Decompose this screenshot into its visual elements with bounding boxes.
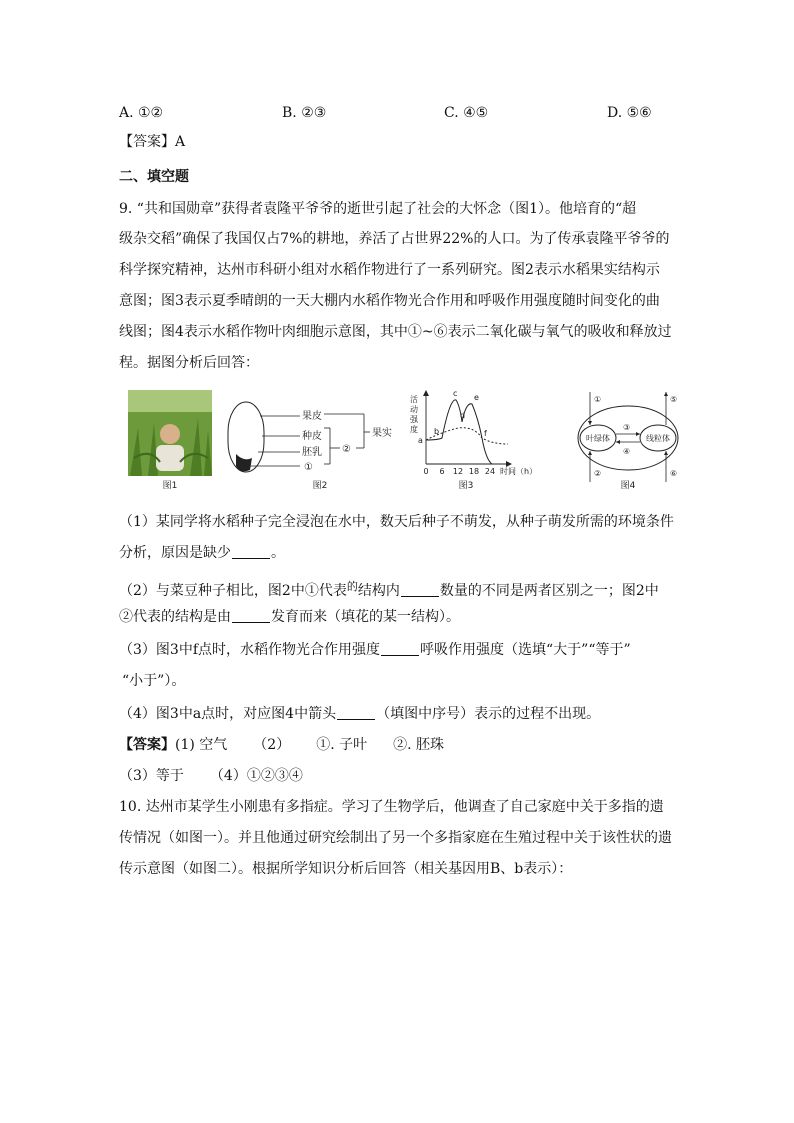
fig4-caption: 图4: [620, 481, 636, 491]
q9-stem-line-4: 意图；图3表示夏季晴朗的一天大棚内水稻作物光合作用和呼吸作用强度随时间变化的曲: [119, 293, 660, 309]
q9-sub2-text-e: 发育而来（填花的某一结构）。: [271, 609, 460, 625]
q9-answer-line-1: [119, 735, 444, 755]
q9-sub3-line-2: “小于”）。: [122, 673, 186, 689]
q9-sub2-line-2: [119, 607, 460, 627]
fig3-tick-18: 18: [468, 467, 480, 476]
q9-sub2-blank-1[interactable]: [401, 582, 439, 597]
q9-answer-4: （4）①②③④: [209, 768, 303, 784]
q9-sub2-line-1: [119, 577, 659, 601]
q9-sub1-line-1: （1）某同学将水稻种子完全浸泡在水中，数天后种子不萌发，从种子萌发所需的环境条件: [119, 514, 674, 530]
fig3-tick-12: 12: [452, 467, 464, 476]
q9-sub4-text-a: （4）图3中a点时，对应图4中箭头: [119, 706, 337, 722]
fig1-photo: [128, 390, 212, 476]
q9-sub2-text-b: 结构内: [357, 583, 400, 599]
fig4-label-n5: ⑤: [670, 395, 678, 404]
q9-stem-line-2: 级杂交稻”确保了我国仅占7%的耕地，养活了占世界22%的人口。为了传承袁隆平爷爷的: [119, 231, 670, 247]
q9-sub2-text-d: ②代表的结构是由: [119, 609, 231, 625]
fig3-ylabel-4: 度: [410, 425, 418, 434]
q10-stem-line-2: 传情况（如图一）。并且他通过研究绘制出了另一个多指家庭在生殖过程中关于该性状的遗: [119, 830, 672, 846]
fig3-point-c: c: [453, 389, 458, 398]
fig3-tick-0: 0: [423, 467, 429, 476]
q9-sub4-text-b: （填图中序号）表示的过程不出现。: [376, 706, 601, 722]
fig2-label-peiru: 胚乳: [302, 447, 322, 458]
q9-sub1-end: 。: [271, 545, 285, 561]
q10-stem-line-1: 10. 达州市某学生小刚患有多指症。学习了生物学后，他调查了自己家庭中关于多指的遗: [119, 799, 664, 815]
option-b: B. ②③: [282, 105, 327, 121]
fig2-diagram: [228, 402, 370, 472]
q9-answer-line-2: [119, 766, 303, 786]
fig3-caption: 图3: [458, 481, 474, 491]
fig4-mitochondria: 线粒体: [646, 434, 670, 443]
fig3-point-f: f: [484, 429, 487, 438]
fig4-label-n1: ①: [594, 395, 602, 404]
fig2-label-n2: ②: [342, 444, 351, 455]
fig3-tick-6: 6: [439, 467, 445, 476]
option-c: C. ④⑤: [444, 105, 489, 121]
q9-sub3-blank[interactable]: [381, 641, 419, 656]
q9-answer-2-a: ①. 子叶: [316, 737, 368, 753]
option-a: A. ①②: [119, 105, 164, 121]
fig4-label-n4: ④: [623, 447, 631, 456]
fig4-label-n3: ③: [623, 423, 631, 432]
q9-sub2-text-a: （2）与菜豆种子相比，图2中①代表: [119, 583, 347, 599]
fig4-chloroplast: 叶绿体: [586, 434, 610, 443]
fig3-point-d: d: [460, 411, 466, 420]
q9-sub4-line: [119, 704, 600, 724]
fig3-ylabel-2: 动: [410, 405, 418, 414]
q9-sub2-text-c: 数量的不同是两者区别之一；图2中: [439, 583, 659, 599]
q9-answer-tag: 【答案】: [119, 737, 175, 753]
q10-stem-line-3: 传示意图（如图二）。根据所学知识分析后回答（相关基因用B、b表示）：: [119, 861, 573, 877]
fig2-label-n1: ①: [304, 462, 313, 473]
q9-sub3-line-1: [119, 640, 631, 660]
q9-sub2-de: 的: [346, 580, 358, 593]
fig2-caption: 图2: [312, 481, 328, 491]
fig1-caption: 图1: [162, 481, 178, 491]
q9-sub3-text-b: 呼吸作用强度（选填“大于”“等于”: [420, 642, 631, 658]
fig3-ylabel-1: 活: [410, 395, 418, 404]
fig3-point-e: e: [474, 393, 479, 402]
q9-sub4-blank[interactable]: [337, 705, 375, 720]
q9-stem-line-6: 程。据图分析后回答：: [119, 355, 259, 371]
q9-stem-line-1: 9. “共和国勋章”获得者袁隆平爷爷的逝世引起了社会的大怀念（图1）。他培育的“超: [119, 201, 637, 217]
q9-sub1-line-2: [119, 543, 285, 563]
fig2-label-guoshi: 果实: [372, 428, 392, 439]
fig3-tick-24: 24: [484, 467, 496, 476]
q9-sub1-text: 分析，原因是缺少: [119, 545, 231, 561]
fig2-label-guopi: 果皮: [302, 411, 322, 422]
option-d: D. ⑤⑥: [607, 105, 652, 121]
q9-figures: [120, 388, 680, 494]
q9-sub3-text-a: （3）图3中f点时，水稻作物光合作用强度: [119, 642, 380, 658]
q9-answer-3: （3）等于: [119, 768, 184, 784]
fig4-label-n6: ⑥: [670, 469, 678, 478]
fig3-ylabel-3: 强: [410, 415, 418, 424]
previous-answer: 【答案】A: [119, 134, 186, 150]
fig2-label-zhongpi: 种皮: [302, 431, 322, 442]
fig3-xlabel: 时间（h）: [500, 467, 538, 476]
fig3-point-b: b: [434, 427, 440, 436]
q9-sub1-blank[interactable]: [232, 544, 270, 559]
q9-sub2-blank-2[interactable]: [232, 608, 270, 623]
fig3-point-a: a: [418, 436, 423, 445]
q9-answer-2-prefix: （2）: [253, 737, 291, 753]
fig4-label-n2: ②: [594, 469, 602, 478]
q9-answer-2-b: ②. 胚珠: [393, 737, 445, 753]
section-title: 二、填空题: [119, 169, 189, 185]
q9-answer-1: (1) 空气: [175, 737, 228, 753]
q9-stem-line-3: 科学探究精神，达州市科研小组对水稻作物进行了一系列研究。图2表示水稻果实结构示: [119, 262, 660, 278]
q9-stem-line-5: 线图；图4表示水稻作物叶肉细胞示意图，其中①~⑥表示二氧化碳与氧气的吸收和释放过: [119, 324, 672, 340]
